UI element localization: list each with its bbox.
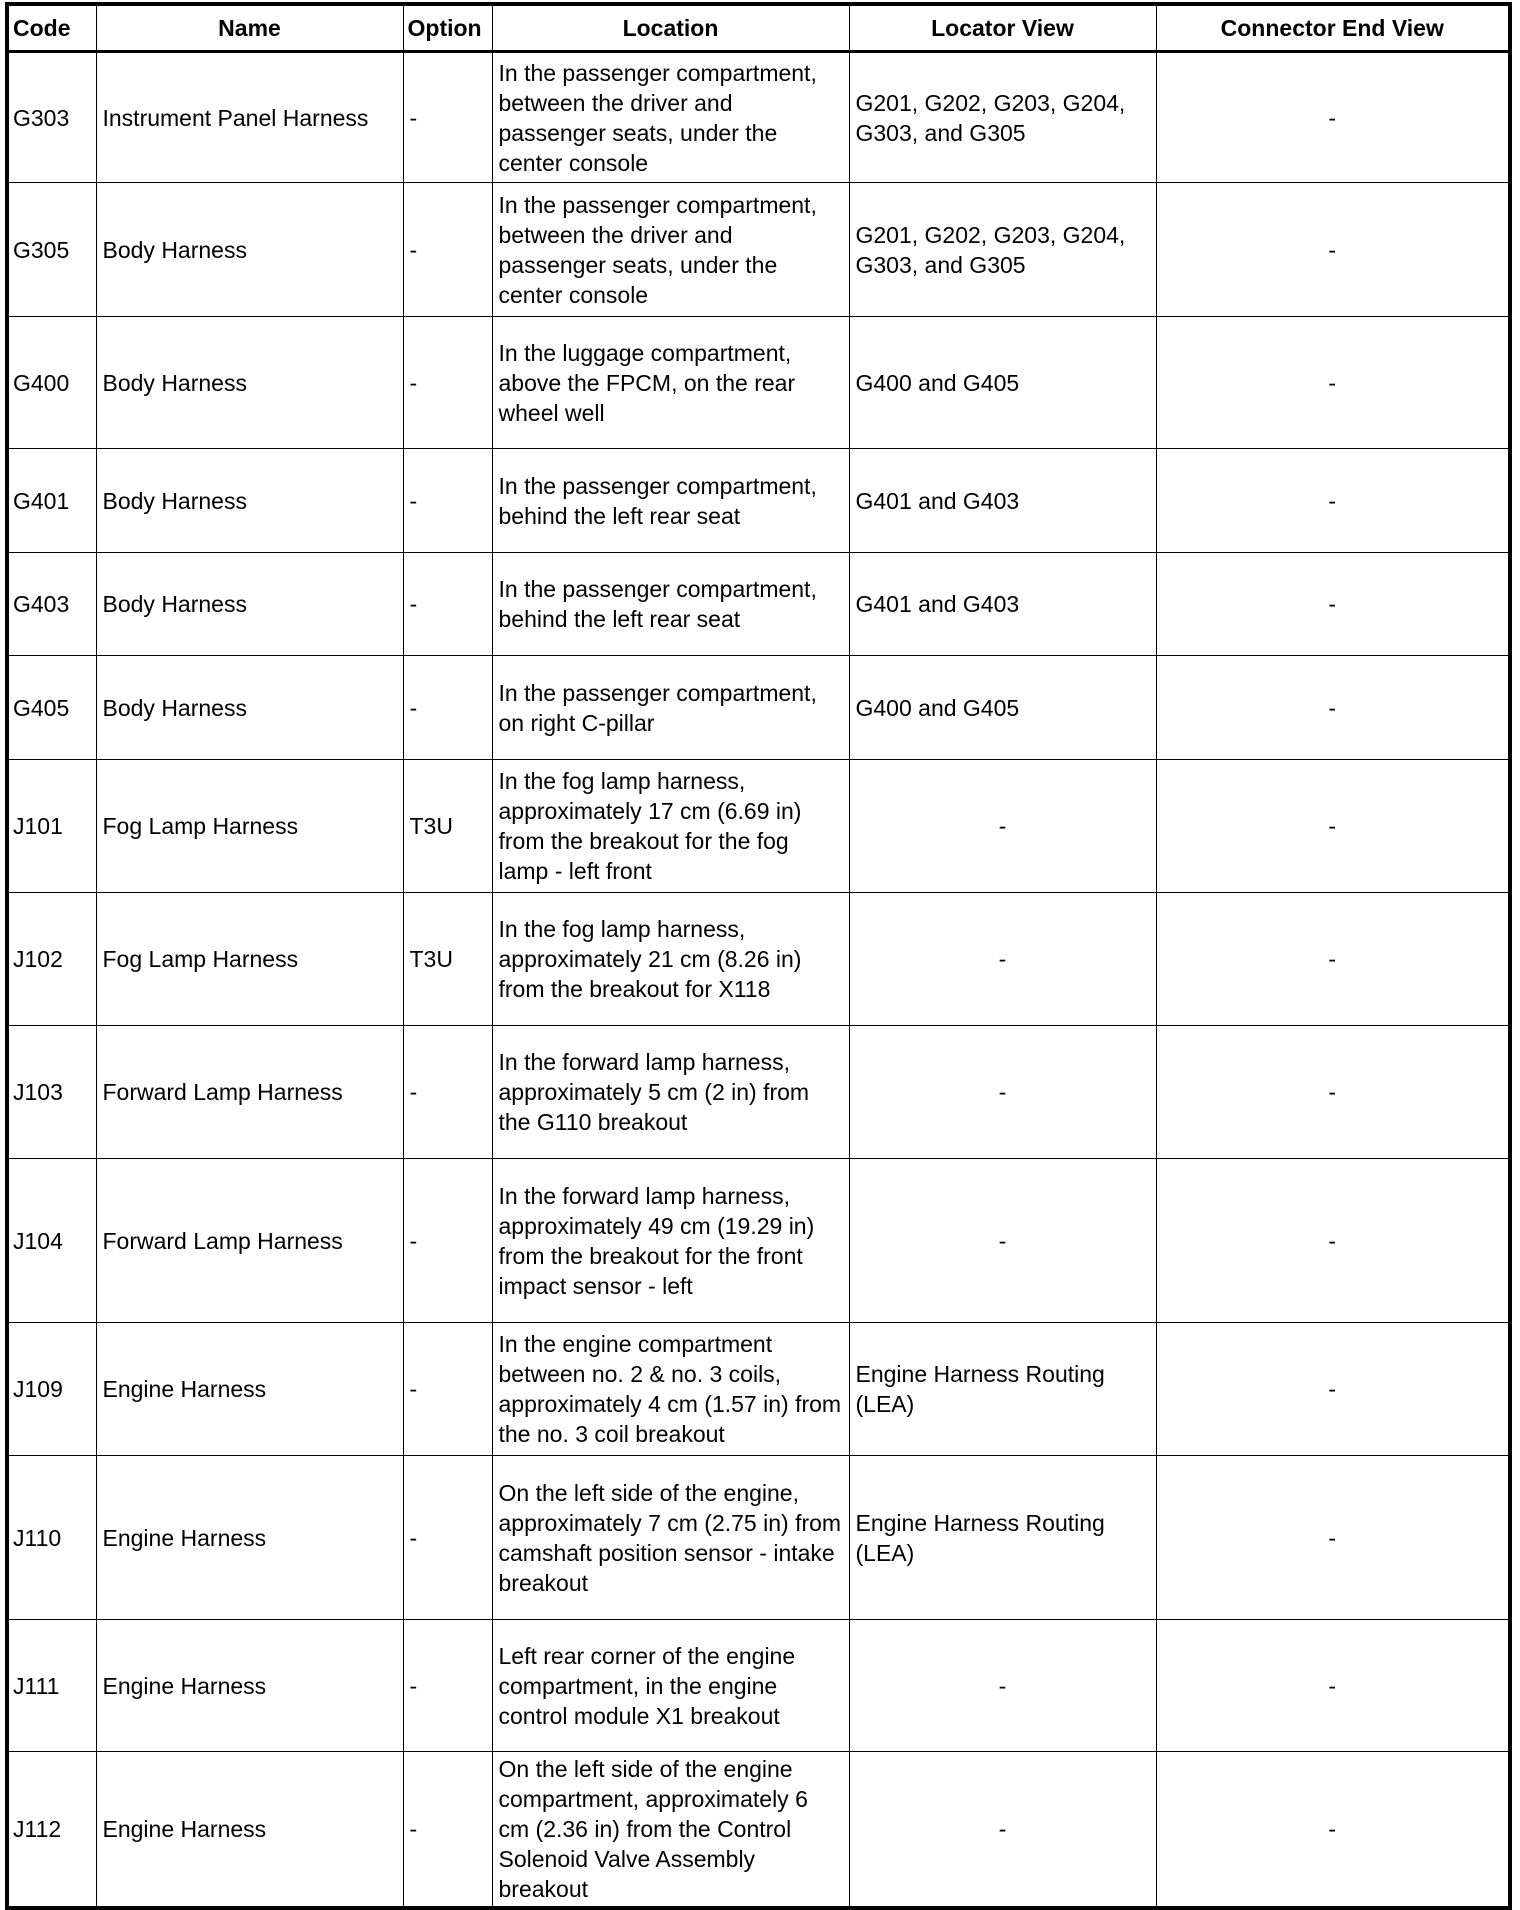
- cell-code: J103: [7, 1026, 96, 1159]
- cell-code: J111: [7, 1620, 96, 1752]
- cell-connector-end-view: -: [1156, 183, 1510, 317]
- table-row: [7, 183, 1510, 317]
- cell-locator-view: G400 and G405: [849, 317, 1156, 449]
- cell-locator-view: -: [849, 893, 1156, 1026]
- cell-locator-view: G201, G202, G203, G204, G303, and G305: [849, 183, 1156, 317]
- cell-connector-end-view: -: [1156, 1026, 1510, 1159]
- cell-locator-view: G201, G202, G203, G204, G303, and G305: [849, 52, 1156, 183]
- cell-connector-end-view: -: [1156, 449, 1510, 553]
- cell-connector-end-view: -: [1156, 52, 1510, 183]
- cell-option: -: [403, 183, 492, 317]
- table-row: [7, 760, 1510, 893]
- cell-locator-view: G400 and G405: [849, 656, 1156, 760]
- cell-location: On the left side of the engine compartment, approximately 6 cm (2.36 in) from the Control Solenoid Valve Assembly breakout: [492, 1752, 849, 1909]
- table-row: [7, 656, 1510, 760]
- cell-code: J104: [7, 1159, 96, 1323]
- cell-option: -: [403, 52, 492, 183]
- cell-location: In the forward lamp harness, approximately 49 cm (19.29 in) from the breakout for the front impact sensor - left: [492, 1159, 849, 1323]
- cell-name: Engine Harness: [96, 1323, 403, 1456]
- cell-locator-view: -: [849, 1620, 1156, 1752]
- cell-name: Body Harness: [96, 656, 403, 760]
- cell-name: Fog Lamp Harness: [96, 760, 403, 893]
- table-row: [7, 317, 1510, 449]
- cell-location: In the forward lamp harness, approximately 5 cm (2 in) from the G110 breakout: [492, 1026, 849, 1159]
- cell-code: J101: [7, 760, 96, 893]
- cell-option: -: [403, 1159, 492, 1323]
- cell-option: -: [403, 449, 492, 553]
- table-row: [7, 449, 1510, 553]
- cell-name: Engine Harness: [96, 1620, 403, 1752]
- cell-option: -: [403, 1456, 492, 1620]
- cell-code: G400: [7, 317, 96, 449]
- cell-location: In the luggage compartment, above the FPCM, on the rear wheel well: [492, 317, 849, 449]
- cell-code: G401: [7, 449, 96, 553]
- cell-connector-end-view: -: [1156, 760, 1510, 893]
- table-row: [7, 893, 1510, 1026]
- cell-locator-view: -: [849, 760, 1156, 893]
- cell-name: Body Harness: [96, 317, 403, 449]
- cell-option: -: [403, 1026, 492, 1159]
- table-row: [7, 52, 1510, 183]
- cell-locator-view: Engine Harness Routing (LEA): [849, 1323, 1156, 1456]
- cell-location: Left rear corner of the engine compartment, in the engine control module X1 breakout: [492, 1620, 849, 1752]
- cell-name: Body Harness: [96, 553, 403, 656]
- cell-option: -: [403, 656, 492, 760]
- header-name: Name: [96, 4, 403, 52]
- cell-connector-end-view: -: [1156, 1159, 1510, 1323]
- header-locator-view: Locator View: [849, 4, 1156, 52]
- cell-locator-view: -: [849, 1026, 1156, 1159]
- cell-connector-end-view: -: [1156, 1456, 1510, 1620]
- cell-name: Instrument Panel Harness: [96, 52, 403, 183]
- cell-name: Fog Lamp Harness: [96, 893, 403, 1026]
- cell-location: In the fog lamp harness, approximately 17 cm (6.69 in) from the breakout for the fog lamp - left front: [492, 760, 849, 893]
- header-location: Location: [492, 4, 849, 52]
- header-row: [7, 4, 1510, 52]
- header-option: Option: [403, 4, 492, 52]
- cell-code: J112: [7, 1752, 96, 1909]
- cell-code: G305: [7, 183, 96, 317]
- cell-locator-view: -: [849, 1752, 1156, 1909]
- cell-option: -: [403, 1620, 492, 1752]
- cell-locator-view: Engine Harness Routing (LEA): [849, 1456, 1156, 1620]
- cell-connector-end-view: -: [1156, 317, 1510, 449]
- cell-connector-end-view: -: [1156, 893, 1510, 1026]
- cell-location: In the engine compartment between no. 2 & no. 3 coils, approximately 4 cm (1.57 in) from the no. 3 coil breakout: [492, 1323, 849, 1456]
- table-row: [7, 553, 1510, 656]
- cell-location: In the passenger compartment, behind the left rear seat: [492, 553, 849, 656]
- cell-name: Engine Harness: [96, 1456, 403, 1620]
- cell-code: J109: [7, 1323, 96, 1456]
- cell-option: -: [403, 1752, 492, 1909]
- connector-table: [5, 2, 1512, 1910]
- cell-connector-end-view: -: [1156, 656, 1510, 760]
- table-row: [7, 1620, 1510, 1752]
- table-row: [7, 1456, 1510, 1620]
- cell-code: G403: [7, 553, 96, 656]
- cell-name: Engine Harness: [96, 1752, 403, 1909]
- cell-name: Body Harness: [96, 183, 403, 317]
- table-row: [7, 1752, 1510, 1909]
- cell-connector-end-view: -: [1156, 1620, 1510, 1752]
- cell-connector-end-view: -: [1156, 1323, 1510, 1456]
- cell-location: In the passenger compartment, between the driver and passenger seats, under the center console: [492, 52, 849, 183]
- cell-option: T3U: [403, 760, 492, 893]
- cell-option: -: [403, 1323, 492, 1456]
- cell-location: In the passenger compartment, on right C-pillar: [492, 656, 849, 760]
- cell-code: J110: [7, 1456, 96, 1620]
- cell-name: Forward Lamp Harness: [96, 1159, 403, 1323]
- table-row: [7, 1159, 1510, 1323]
- cell-name: Forward Lamp Harness: [96, 1026, 403, 1159]
- cell-location: In the fog lamp harness, approximately 21 cm (8.26 in) from the breakout for X118: [492, 893, 849, 1026]
- table-row: [7, 1026, 1510, 1159]
- cell-location: In the passenger compartment, behind the left rear seat: [492, 449, 849, 553]
- header-connector-end-view: Connector End View: [1156, 4, 1510, 52]
- cell-option: -: [403, 317, 492, 449]
- table-row: [7, 1323, 1510, 1456]
- header-code: Code: [7, 4, 96, 52]
- cell-name: Body Harness: [96, 449, 403, 553]
- cell-connector-end-view: -: [1156, 553, 1510, 656]
- cell-option: T3U: [403, 893, 492, 1026]
- cell-locator-view: G401 and G403: [849, 553, 1156, 656]
- cell-locator-view: G401 and G403: [849, 449, 1156, 553]
- cell-connector-end-view: -: [1156, 1752, 1510, 1909]
- cell-code: G405: [7, 656, 96, 760]
- cell-code: G303: [7, 52, 96, 183]
- cell-option: -: [403, 553, 492, 656]
- cell-locator-view: -: [849, 1159, 1156, 1323]
- cell-code: J102: [7, 893, 96, 1026]
- cell-location: In the passenger compartment, between the driver and passenger seats, under the center console: [492, 183, 849, 317]
- cell-location: On the left side of the engine, approximately 7 cm (2.75 in) from camshaft position sensor - intake breakout: [492, 1456, 849, 1620]
